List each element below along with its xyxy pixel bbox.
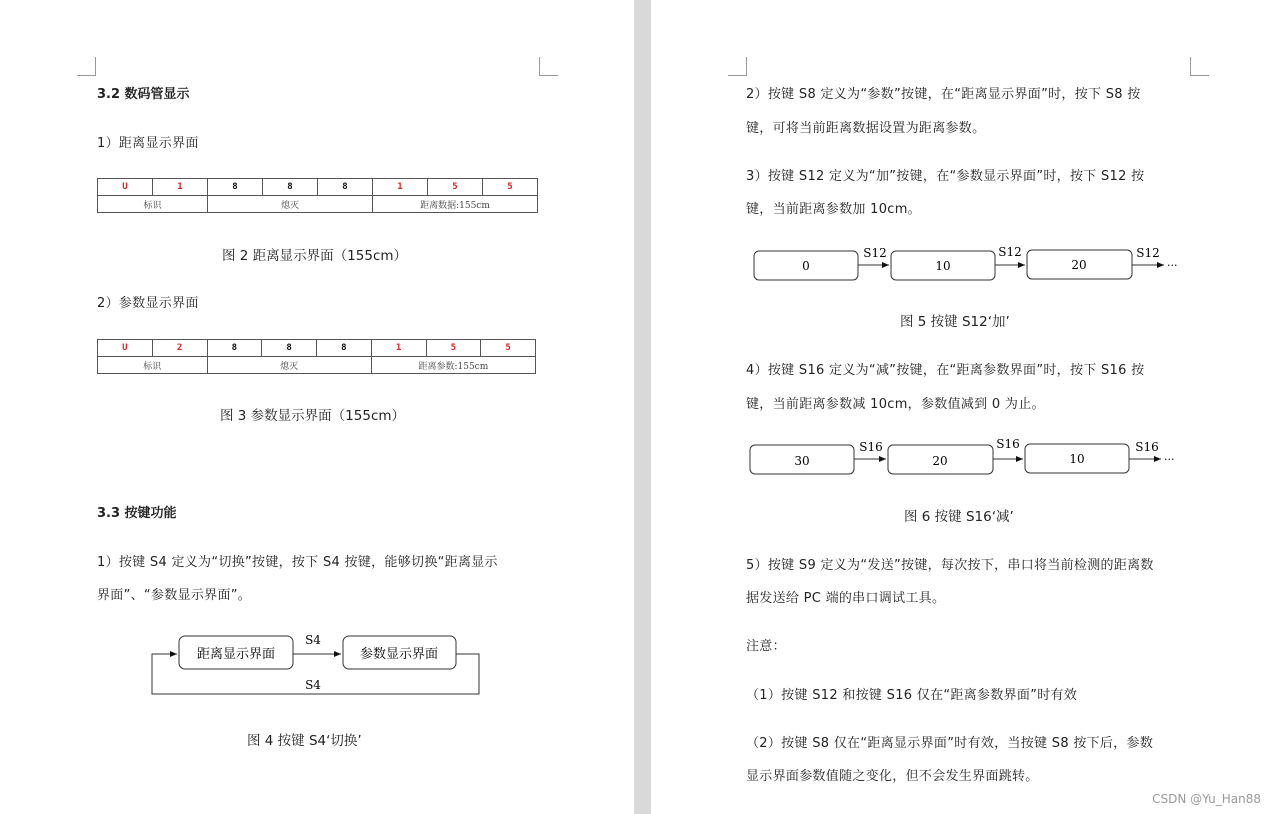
segment-cell: 8 bbox=[208, 179, 263, 196]
value-box-label: 10 bbox=[935, 259, 951, 273]
subsection-distance-display: 1）距离显示界面 bbox=[97, 136, 199, 151]
figure-caption-2: 图 2 距离显示界面（155cm） bbox=[222, 248, 408, 264]
paragraph-s16-line2: 键，当前距离参数减 10cm，参数值减到 0 为止。 bbox=[746, 397, 1045, 412]
segment-cell: 1 bbox=[371, 340, 426, 357]
segment-label: 距离数据:155cm bbox=[373, 196, 538, 213]
paragraph-s4-line2: 界面”、“参数显示界面”。 bbox=[97, 588, 252, 603]
value-box-label: 20 bbox=[932, 454, 948, 468]
paragraph-s12-line2: 键，当前距离参数加 10cm。 bbox=[746, 202, 921, 217]
arrow-label-s4-top: S4 bbox=[305, 633, 321, 647]
segment-cell: U bbox=[98, 340, 153, 357]
segment-cell: 8 bbox=[263, 179, 318, 196]
segment-cell: 8 bbox=[207, 340, 262, 357]
ellipsis: ··· bbox=[1164, 453, 1175, 466]
note-item-1: （1）按键 S12 和按键 S16 仅在“距离参数界面”时有效 bbox=[746, 688, 1078, 703]
note-item-2-line2: 显示界面参数值随之变化，但不会发生界面跳转。 bbox=[746, 769, 1039, 784]
arrow-label-s4-bottom: S4 bbox=[305, 678, 321, 692]
parameter-display-box-label: 参数显示界面 bbox=[359, 647, 439, 662]
segment-cell: 5 bbox=[481, 340, 536, 357]
figure-caption-5: 图 5 按键 S12‘加’ bbox=[900, 314, 1010, 330]
s12-increment-diagram bbox=[751, 240, 1191, 285]
segment-cell: 2 bbox=[152, 340, 207, 357]
arrow-key-label: S16 bbox=[1135, 440, 1159, 454]
segment-cell: 8 bbox=[317, 340, 372, 357]
paragraph-s8-line2: 键，可将当前距离数据设置为距离参数。 bbox=[746, 121, 986, 136]
segment-label: 距离参数:155cm bbox=[371, 357, 535, 374]
crop-mark bbox=[539, 57, 558, 76]
paragraph-s12-line1: 3）按键 S12 定义为“加”按键，在“参数显示界面”时，按下 S12 按 bbox=[746, 169, 1145, 184]
arrow-key-label: S16 bbox=[996, 437, 1020, 451]
distance-display-box-label: 距离显示界面 bbox=[196, 647, 276, 662]
segment-cell: 5 bbox=[426, 340, 481, 357]
ellipsis: ··· bbox=[1167, 259, 1178, 272]
s4-switch-diagram bbox=[145, 628, 490, 700]
value-box-label: 30 bbox=[794, 454, 810, 468]
crop-mark bbox=[1190, 57, 1209, 76]
figure-caption-6: 图 6 按键 S16‘减’ bbox=[904, 509, 1014, 525]
note-heading: 注意： bbox=[746, 639, 786, 654]
figure-caption-4: 图 4 按键 S4‘切换’ bbox=[247, 733, 362, 749]
crop-mark bbox=[728, 57, 747, 76]
paragraph-s4-line1: 1）按键 S4 定义为“切换”按键，按下 S4 按键，能够切换“距离显示 bbox=[97, 555, 498, 570]
segment-label: 熄灭 bbox=[207, 357, 371, 374]
paragraph-s8-line1: 2）按键 S8 定义为“参数”按键，在“距离显示界面”时，按下 S8 按 bbox=[746, 87, 1141, 102]
value-box-label: 20 bbox=[1071, 258, 1087, 272]
document-page-left bbox=[0, 0, 634, 814]
arrow-key-label: S12 bbox=[998, 245, 1022, 259]
segment-cell: 5 bbox=[428, 179, 483, 196]
segment-label: 标识 bbox=[98, 357, 208, 374]
paragraph-s16-line1: 4）按键 S16 定义为“减”按键，在“距离参数界面”时，按下 S16 按 bbox=[746, 363, 1145, 378]
subsection-parameter-display: 2）参数显示界面 bbox=[97, 296, 199, 311]
segment-cell: 8 bbox=[262, 340, 317, 357]
document-page-right bbox=[651, 0, 1275, 814]
segment-cell: 5 bbox=[483, 179, 538, 196]
segment-cell: 8 bbox=[318, 179, 373, 196]
segment-label: 标识 bbox=[98, 196, 208, 213]
segment-cell: U bbox=[98, 179, 153, 196]
segment-cell: 1 bbox=[373, 179, 428, 196]
segment-cell: 1 bbox=[153, 179, 208, 196]
crop-mark bbox=[77, 57, 96, 76]
value-box-label: 10 bbox=[1069, 452, 1085, 466]
value-box-label: 0 bbox=[802, 259, 810, 273]
parameter-display-table bbox=[97, 339, 536, 374]
paragraph-s9-line1: 5）按键 S9 定义为“发送”按键，每次按下，串口将当前检测的距离数 bbox=[746, 558, 1154, 573]
segment-label: 熄灭 bbox=[208, 196, 373, 213]
paragraph-s9-line2: 据发送给 PC 端的串口调试工具。 bbox=[746, 591, 946, 606]
figure-caption-3: 图 3 参数显示界面（155cm） bbox=[220, 408, 406, 424]
section-heading-3-2: 3.2 数码管显示 bbox=[97, 87, 190, 102]
section-heading-3-3: 3.3 按键功能 bbox=[97, 506, 177, 521]
arrow-key-label: S12 bbox=[863, 246, 887, 260]
arrow-key-label: S16 bbox=[859, 440, 883, 454]
csdn-watermark: CSDN @Yu_Han88 bbox=[1152, 792, 1261, 806]
s16-decrement-diagram bbox=[747, 434, 1192, 479]
note-item-2-line1: （2）按键 S8 仅在“距离显示界面”时有效，当按键 S8 按下后，参数 bbox=[746, 736, 1154, 751]
arrow-key-label: S12 bbox=[1136, 246, 1160, 260]
distance-display-table bbox=[97, 178, 538, 213]
